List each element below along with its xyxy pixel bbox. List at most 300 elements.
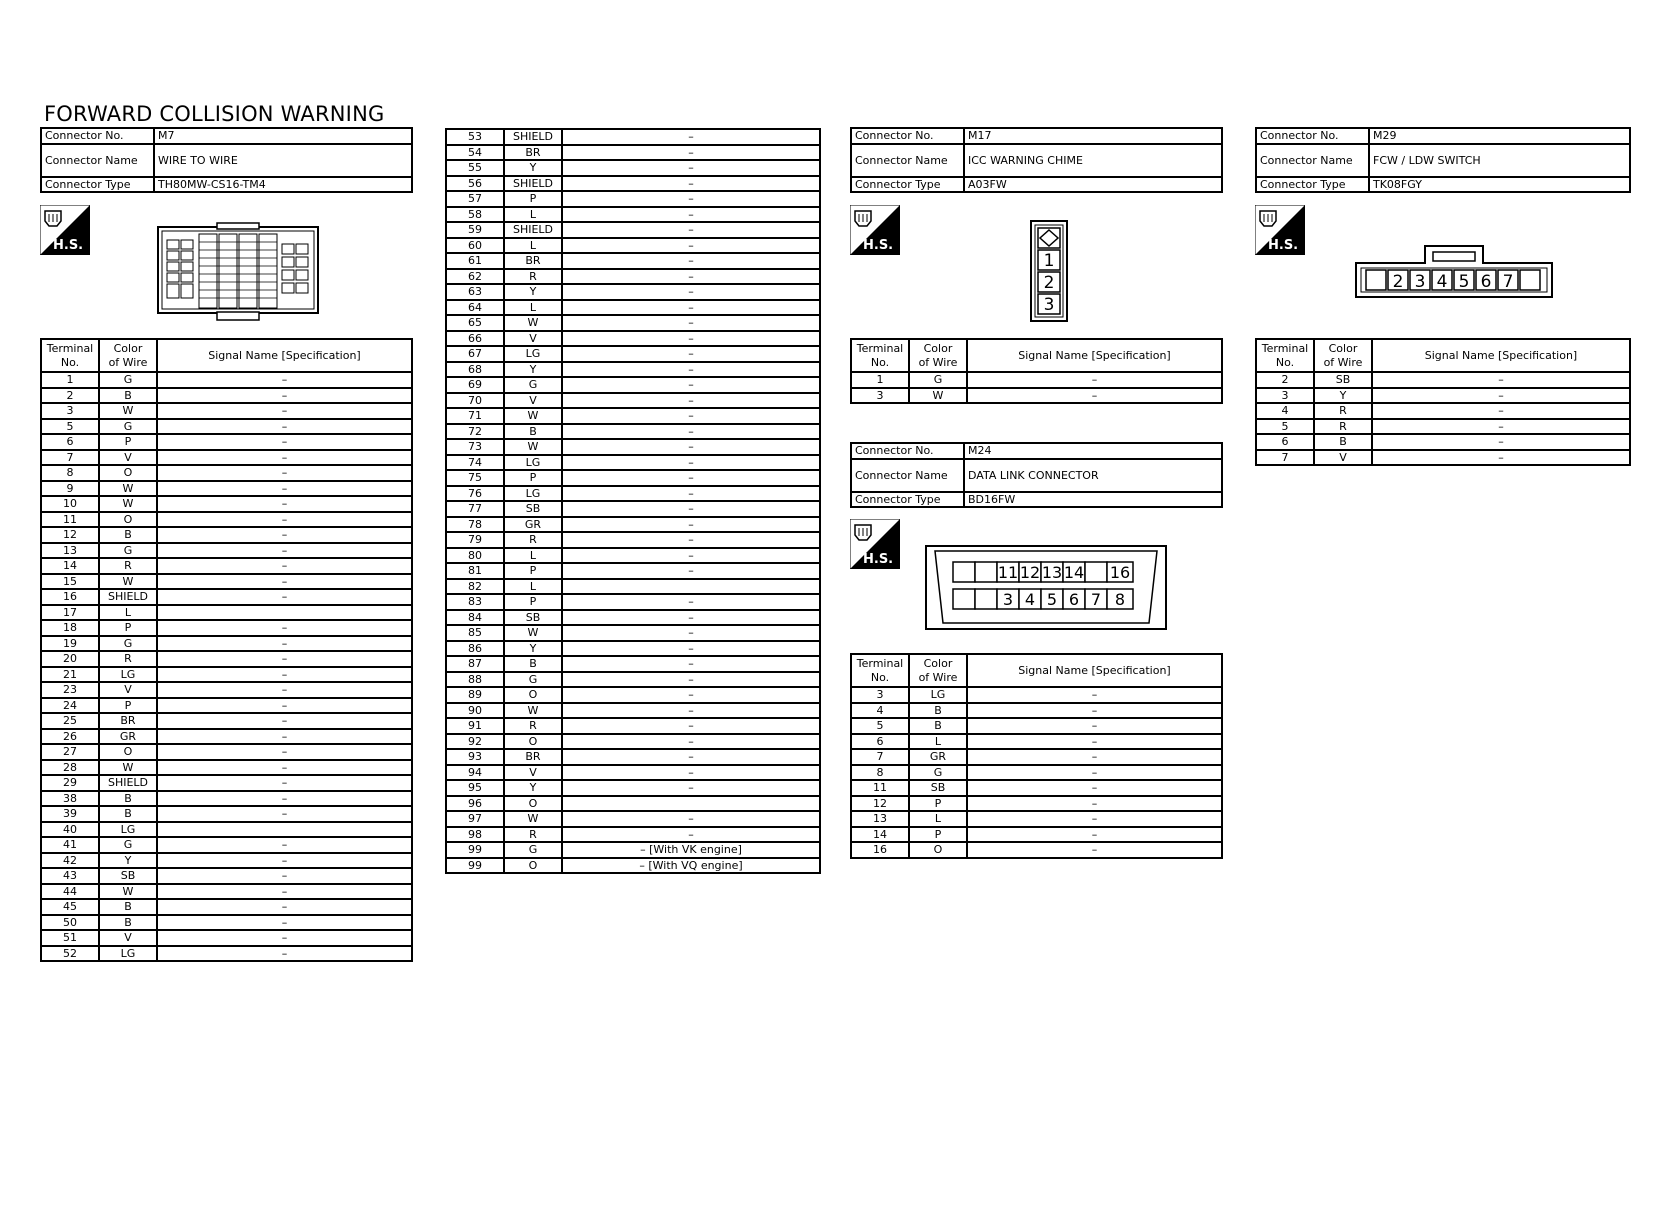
hs-label: H.S. <box>1268 238 1299 253</box>
table-row <box>41 682 412 698</box>
signal-name-cell: – <box>1372 388 1630 404</box>
table-row <box>41 651 412 667</box>
signal-name-cell: – <box>157 946 412 962</box>
signal-name-cell: – <box>157 775 412 791</box>
table-row <box>446 424 820 440</box>
m24-pin-12: 12 <box>1019 563 1041 582</box>
terminal-no-cell: 53 <box>446 129 504 145</box>
signal-name-cell <box>157 605 412 621</box>
wire-color-cell: P <box>504 563 562 579</box>
wire-color-cell: B <box>99 915 157 931</box>
wire-color-cell: W <box>99 496 157 512</box>
table-row <box>446 765 820 781</box>
table-row <box>446 501 820 517</box>
table-row <box>446 408 820 424</box>
harness-side-icon <box>40 205 90 255</box>
m24-conn-type: BD16FW <box>964 492 1222 508</box>
signal-name-cell: – <box>562 315 820 331</box>
m24-pin-6: 6 <box>1068 590 1080 609</box>
signal-name-cell: – <box>157 930 412 946</box>
terminal-no-cell: 99 <box>446 858 504 874</box>
signal-name-cell: – <box>562 377 820 393</box>
wire-color-cell: P <box>504 594 562 610</box>
signal-name-cell: – <box>157 465 412 481</box>
wire-color-cell: SB <box>1314 372 1372 388</box>
table-row <box>41 434 412 450</box>
m29-connector-diagram <box>1355 244 1553 298</box>
table-row <box>446 532 820 548</box>
terminal-header <box>851 654 909 687</box>
of-wire-header-label: of Wire <box>1323 355 1363 369</box>
signal-name-cell: – <box>967 827 1222 843</box>
conn-type-label: Connector Type <box>851 492 964 508</box>
signal-name-cell: – <box>562 253 820 269</box>
table-row <box>41 899 412 915</box>
table-row <box>446 780 820 796</box>
table-row <box>41 589 412 605</box>
wire-color-cell: R <box>504 718 562 734</box>
m17-conn-name: ICC WARNING CHIME <box>964 144 1222 177</box>
wire-color-cell: G <box>504 842 562 858</box>
table-row <box>41 698 412 714</box>
terminal-no-cell: 3 <box>851 388 909 404</box>
signal-name-cell: – <box>157 620 412 636</box>
m7-conn-no: M7 <box>154 128 412 144</box>
signal-name-cell: – <box>157 636 412 652</box>
terminal-no-cell: 70 <box>446 393 504 409</box>
conn-name-label: Connector Name <box>1256 144 1369 177</box>
table-row <box>446 176 820 192</box>
terminal-no-cell: 6 <box>1256 434 1314 450</box>
signal-name-cell: – <box>157 558 412 574</box>
table-row <box>851 703 1222 719</box>
terminal-no-cell: 29 <box>41 775 99 791</box>
table-row <box>851 388 1222 404</box>
conn-type-label: Connector Type <box>41 177 154 193</box>
wire-color-cell: W <box>504 408 562 424</box>
wire-color-cell: O <box>99 465 157 481</box>
wire-color-cell: W <box>504 625 562 641</box>
wire-color-cell: R <box>1314 403 1372 419</box>
table-row <box>446 377 820 393</box>
m24-pin-16: 16 <box>1109 563 1131 582</box>
table-row <box>41 760 412 776</box>
signal-name-cell: – <box>157 884 412 900</box>
terminal-no-cell: 8 <box>851 765 909 781</box>
signal-name-cell: – <box>562 517 820 533</box>
signal-name-cell: – <box>562 703 820 719</box>
table-row <box>851 765 1222 781</box>
wire-color-cell: P <box>504 191 562 207</box>
wire-color-cell: W <box>504 703 562 719</box>
wire-color-cell: G <box>99 419 157 435</box>
table-row <box>446 749 820 765</box>
table-row <box>446 563 820 579</box>
terminal-no-cell: 8 <box>41 465 99 481</box>
m24-pin-11: 11 <box>997 563 1019 582</box>
m24-pin-4: 4 <box>1024 590 1036 609</box>
wire-color-cell: R <box>504 269 562 285</box>
terminal-header-label: Terminal <box>856 341 904 355</box>
table-row <box>851 734 1222 750</box>
m29-terminal-table <box>1255 338 1631 466</box>
terminal-no-cell: 12 <box>41 527 99 543</box>
color-header-label: Color <box>923 656 953 670</box>
table-row <box>446 718 820 734</box>
table-row <box>41 636 412 652</box>
signal-name-cell: – <box>157 496 412 512</box>
table-row <box>446 641 820 657</box>
table-row <box>446 455 820 471</box>
m7-conn-name: WIRE TO WIRE <box>154 144 412 177</box>
signal-name-cell: – <box>562 145 820 161</box>
signal-name-cell: – <box>157 388 412 404</box>
table-row <box>446 145 820 161</box>
terminal-no-cell: 13 <box>41 543 99 559</box>
wire-color-cell: SHIELD <box>504 176 562 192</box>
wire-color-cell: B <box>99 899 157 915</box>
terminal-no-cell: 43 <box>41 868 99 884</box>
wire-color-cell: LG <box>504 346 562 362</box>
m17-pin-1: 1 <box>1043 251 1055 271</box>
table-row <box>446 579 820 595</box>
m7-conn-type: TH80MW-CS16-TM4 <box>154 177 412 193</box>
signal-name-cell: – <box>967 780 1222 796</box>
terminal-no-cell: 77 <box>446 501 504 517</box>
table-row <box>41 527 412 543</box>
table-row <box>446 687 820 703</box>
wire-color-cell: W <box>504 811 562 827</box>
signal-name-cell: – <box>562 455 820 471</box>
wire-color-cell: O <box>99 512 157 528</box>
table-row <box>446 207 820 223</box>
wire-color-cell: L <box>909 811 967 827</box>
signal-name-cell: – <box>157 527 412 543</box>
terminal-no-cell: 55 <box>446 160 504 176</box>
terminal-header <box>1256 339 1314 372</box>
signal-name-cell: – <box>562 393 820 409</box>
signal-name-cell: – <box>562 129 820 145</box>
color-header <box>909 339 967 372</box>
terminal-no-cell: 2 <box>1256 372 1314 388</box>
wire-color-cell: R <box>99 558 157 574</box>
m29-pin-4: 4 <box>1436 272 1448 292</box>
of-wire-header-label: of Wire <box>108 355 148 369</box>
signal-name-cell: – <box>967 811 1222 827</box>
table-row <box>446 672 820 688</box>
table-row <box>1256 450 1630 466</box>
table-row <box>851 780 1222 796</box>
wire-color-cell: G <box>504 672 562 688</box>
signal-name-cell: – <box>562 439 820 455</box>
terminal-no-cell: 18 <box>41 620 99 636</box>
terminal-no-cell: 23 <box>41 682 99 698</box>
signal-name-cell: – <box>967 718 1222 734</box>
wire-color-cell: W <box>99 403 157 419</box>
terminal-no-cell: 10 <box>41 496 99 512</box>
table-row <box>446 346 820 362</box>
table-row <box>446 656 820 672</box>
signal-name-cell: – <box>562 207 820 223</box>
color-header <box>1314 339 1372 372</box>
conn-no-label: Connector No. <box>851 128 964 144</box>
table-row <box>41 822 412 838</box>
terminal-header <box>41 339 99 372</box>
wire-color-cell: Y <box>504 362 562 378</box>
terminal-no-cell: 19 <box>41 636 99 652</box>
wire-color-cell: G <box>909 765 967 781</box>
terminal-no-cell: 58 <box>446 207 504 223</box>
table-row <box>446 284 820 300</box>
of-wire-header-label: of Wire <box>918 670 958 684</box>
terminal-no-cell: 71 <box>446 408 504 424</box>
signal-name-cell: – <box>157 450 412 466</box>
wire-color-cell: BR <box>99 713 157 729</box>
harness-side-icon <box>850 205 900 255</box>
terminal-no-cell: 80 <box>446 548 504 564</box>
terminal-no-cell: 67 <box>446 346 504 362</box>
conn-name-label: Connector Name <box>851 459 964 492</box>
wire-color-cell: P <box>99 698 157 714</box>
signal-name-cell: – <box>157 512 412 528</box>
wire-color-cell: SB <box>504 610 562 626</box>
conn-type-label: Connector Type <box>1256 177 1369 193</box>
wire-color-cell: O <box>504 796 562 812</box>
wire-color-cell: W <box>504 315 562 331</box>
wire-color-cell: G <box>99 837 157 853</box>
signal-name-cell: – <box>562 501 820 517</box>
conn-no-label: Connector No. <box>41 128 154 144</box>
terminal-no-cell: 79 <box>446 532 504 548</box>
wire-color-cell: O <box>504 734 562 750</box>
terminal-no-cell: 60 <box>446 238 504 254</box>
signal-name-cell: – <box>157 589 412 605</box>
wire-color-cell: W <box>99 574 157 590</box>
wire-color-cell: B <box>99 791 157 807</box>
wire-color-cell: W <box>909 388 967 404</box>
wire-color-cell: G <box>504 377 562 393</box>
m17-pin-3: 3 <box>1043 295 1055 315</box>
table-row <box>446 393 820 409</box>
table-row <box>1256 388 1630 404</box>
signal-name-cell: – <box>157 419 412 435</box>
wire-color-cell: L <box>504 579 562 595</box>
table-row <box>446 842 820 858</box>
signal-name-cell: – [With VK engine] <box>562 842 820 858</box>
table-row <box>41 868 412 884</box>
wire-color-cell: Y <box>504 780 562 796</box>
wire-color-cell: W <box>99 481 157 497</box>
terminal-no-cell: 75 <box>446 470 504 486</box>
wire-color-cell: Y <box>504 284 562 300</box>
terminal-no-cell: 63 <box>446 284 504 300</box>
table-row <box>41 620 412 636</box>
signal-name-cell: – <box>562 238 820 254</box>
wire-color-cell: Y <box>99 853 157 869</box>
table-row <box>41 806 412 822</box>
signal-name-cell: – <box>562 470 820 486</box>
table-row <box>41 388 412 404</box>
terminal-no-cell: 9 <box>41 481 99 497</box>
table-row <box>41 713 412 729</box>
signal-header: Signal Name [Specification] <box>157 339 412 372</box>
terminal-no-cell: 84 <box>446 610 504 626</box>
wire-color-cell: B <box>504 656 562 672</box>
signal-name-cell: – <box>157 729 412 745</box>
signal-name-cell: – <box>562 331 820 347</box>
terminal-no-cell: 99 <box>446 842 504 858</box>
terminal-no-cell: 15 <box>41 574 99 590</box>
signal-name-cell: – <box>562 734 820 750</box>
table-row <box>446 594 820 610</box>
signal-name-cell <box>157 822 412 838</box>
terminal-no-cell: 73 <box>446 439 504 455</box>
terminal-no-cell: 62 <box>446 269 504 285</box>
table-row <box>851 796 1222 812</box>
conn-no-label: Connector No. <box>851 443 964 459</box>
terminal-no-cell: 85 <box>446 625 504 641</box>
terminal-no-cell: 2 <box>41 388 99 404</box>
terminal-no-cell: 86 <box>446 641 504 657</box>
table-row <box>41 543 412 559</box>
m24-pin-13: 13 <box>1041 563 1063 582</box>
signal-name-cell: – <box>157 543 412 559</box>
table-row <box>446 160 820 176</box>
wire-color-cell: LG <box>99 946 157 962</box>
terminal-no-cell: 1 <box>41 372 99 388</box>
terminal-no-cell: 51 <box>41 930 99 946</box>
m24-pin-8: 8 <box>1114 590 1126 609</box>
terminal-no-cell: 7 <box>41 450 99 466</box>
table-row <box>41 791 412 807</box>
terminal-no-cell: 66 <box>446 331 504 347</box>
signal-name-cell: – <box>562 718 820 734</box>
wire-color-cell: R <box>504 827 562 843</box>
signal-name-cell: – <box>967 734 1222 750</box>
wire-color-cell: LG <box>99 667 157 683</box>
signal-name-cell: – <box>157 682 412 698</box>
wire-color-cell: LG <box>909 687 967 703</box>
table-row <box>41 372 412 388</box>
wire-color-cell: BR <box>504 749 562 765</box>
table-row <box>446 129 820 145</box>
wire-color-cell: SHIELD <box>504 222 562 238</box>
wire-color-cell: Y <box>1314 388 1372 404</box>
table-row <box>1256 419 1630 435</box>
table-row <box>446 827 820 843</box>
m29-conn-name: FCW / LDW SWITCH <box>1369 144 1630 177</box>
table-row <box>41 481 412 497</box>
terminal-no-cell: 93 <box>446 749 504 765</box>
terminal-no-cell: 74 <box>446 455 504 471</box>
signal-name-cell: – <box>562 532 820 548</box>
table-row <box>446 734 820 750</box>
m24-info-table <box>850 442 1223 508</box>
terminal-no-cell: 64 <box>446 300 504 316</box>
terminal-no-cell: 81 <box>446 563 504 579</box>
signal-name-cell: – <box>157 481 412 497</box>
terminal-no-cell: 52 <box>41 946 99 962</box>
m29-pin-3: 3 <box>1414 272 1426 292</box>
terminal-no-cell: 40 <box>41 822 99 838</box>
table-row <box>446 315 820 331</box>
wire-color-cell: V <box>504 331 562 347</box>
terminal-no-cell: 1 <box>851 372 909 388</box>
terminal-no-cell: 3 <box>41 403 99 419</box>
signal-name-cell: – <box>562 191 820 207</box>
terminal-no-cell: 14 <box>851 827 909 843</box>
terminal-no-cell: 4 <box>851 703 909 719</box>
terminal-no-cell: 7 <box>851 749 909 765</box>
m7-terminal-table-b <box>445 128 821 874</box>
wire-color-cell: B <box>1314 434 1372 450</box>
terminal-no-cell: 38 <box>41 791 99 807</box>
signal-name-cell: – <box>967 842 1222 858</box>
terminal-no-cell: 5 <box>851 718 909 734</box>
m17-info-table <box>850 127 1223 193</box>
wire-color-cell: V <box>504 765 562 781</box>
table-row <box>851 811 1222 827</box>
wire-color-cell: SB <box>909 780 967 796</box>
terminal-header-label: Terminal <box>856 656 904 670</box>
signal-name-cell: – <box>1372 403 1630 419</box>
signal-name-cell: – <box>967 796 1222 812</box>
m17-connector-diagram <box>1030 220 1068 322</box>
signal-name-cell: – <box>967 388 1222 404</box>
terminal-no-cell: 68 <box>446 362 504 378</box>
signal-name-cell: – <box>562 625 820 641</box>
signal-name-cell: – <box>157 791 412 807</box>
table-row <box>446 858 820 874</box>
conn-name-label: Connector Name <box>41 144 154 177</box>
table-row <box>446 625 820 641</box>
terminal-no-cell: 61 <box>446 253 504 269</box>
signal-name-cell: – <box>562 811 820 827</box>
wire-color-cell: V <box>504 393 562 409</box>
table-row <box>446 548 820 564</box>
table-row <box>41 558 412 574</box>
terminal-no-cell: 88 <box>446 672 504 688</box>
table-row <box>41 512 412 528</box>
terminal-no-cell: 11 <box>41 512 99 528</box>
wire-color-cell: P <box>909 796 967 812</box>
table-row <box>446 486 820 502</box>
table-row <box>41 915 412 931</box>
table-row <box>446 253 820 269</box>
wire-color-cell: GR <box>909 749 967 765</box>
terminal-no-cell: 92 <box>446 734 504 750</box>
terminal-no-cell: 76 <box>446 486 504 502</box>
signal-name-cell: – <box>157 403 412 419</box>
terminal-no-cell: 65 <box>446 315 504 331</box>
signal-name-cell: – <box>562 563 820 579</box>
table-row <box>851 718 1222 734</box>
terminal-no-cell: 72 <box>446 424 504 440</box>
table-row <box>41 496 412 512</box>
table-row <box>446 362 820 378</box>
signal-name-cell: – <box>562 160 820 176</box>
table-row <box>1256 403 1630 419</box>
table-row <box>41 853 412 869</box>
wire-color-cell: LG <box>504 455 562 471</box>
terminal-no-cell: 12 <box>851 796 909 812</box>
conn-type-label: Connector Type <box>851 177 964 193</box>
signal-name-cell: – <box>562 749 820 765</box>
wire-color-cell: G <box>99 543 157 559</box>
wire-color-cell: BR <box>504 253 562 269</box>
table-row <box>41 837 412 853</box>
table-row <box>851 827 1222 843</box>
